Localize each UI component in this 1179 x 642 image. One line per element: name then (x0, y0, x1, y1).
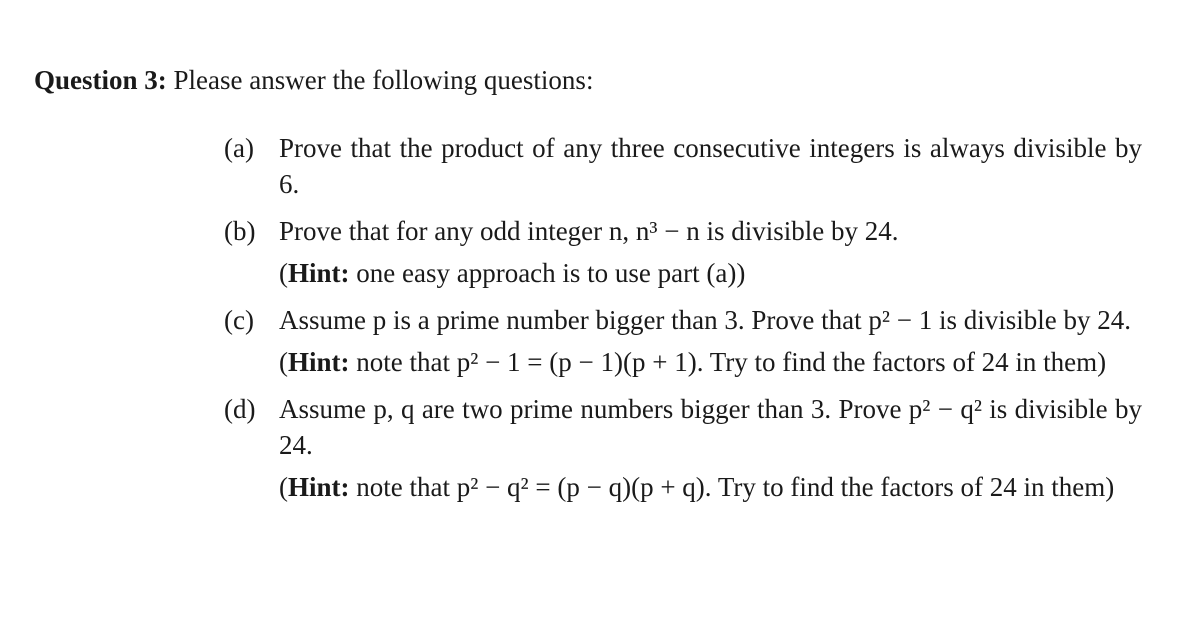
hint (279, 469, 1142, 505)
hint-text: one easy approach is to use part (a)) (349, 258, 746, 288)
question-prompt: Please answer the following questions: (173, 65, 594, 95)
part-label: (b) (224, 216, 256, 246)
part-d (224, 391, 1142, 505)
hint-text: note that p² − 1 = (p − 1)(p + 1). Try to find the factors of 24 in them) (349, 347, 1107, 377)
part-label: (c) (224, 305, 254, 335)
hint-open-paren: ( (279, 347, 288, 377)
part-text: Prove that the product of any three consecutive integers is always divisible by 6. (279, 133, 1142, 199)
part-b (224, 213, 1142, 291)
hint (279, 255, 1142, 291)
hint-label: Hint: (288, 258, 350, 288)
part-c (224, 302, 1142, 380)
hint-text: note that p² − q² = (p − q)(p + q). Try to find the factors of 24 in them) (349, 472, 1115, 502)
part-text: Assume p, q are two prime numbers bigger than 3. Prove p² − q² is divisible by 24. (279, 394, 1142, 460)
part-text: Prove that for any odd integer n, n³ − n is divisible by 24. (279, 216, 899, 246)
hint-open-paren: ( (279, 258, 288, 288)
part-label: (a) (224, 133, 254, 163)
hint-open-paren: ( (279, 472, 288, 502)
question-parts-list (224, 130, 1142, 516)
part-a (224, 130, 1142, 202)
hint-label: Hint: (288, 472, 350, 502)
question-header (34, 60, 593, 100)
hint-label: Hint: (288, 347, 350, 377)
hint (279, 344, 1142, 380)
part-label: (d) (224, 394, 256, 424)
question-label: Question 3: (34, 65, 167, 95)
part-text: Assume p is a prime number bigger than 3. Prove that p² − 1 is divisible by 24. (279, 305, 1131, 335)
